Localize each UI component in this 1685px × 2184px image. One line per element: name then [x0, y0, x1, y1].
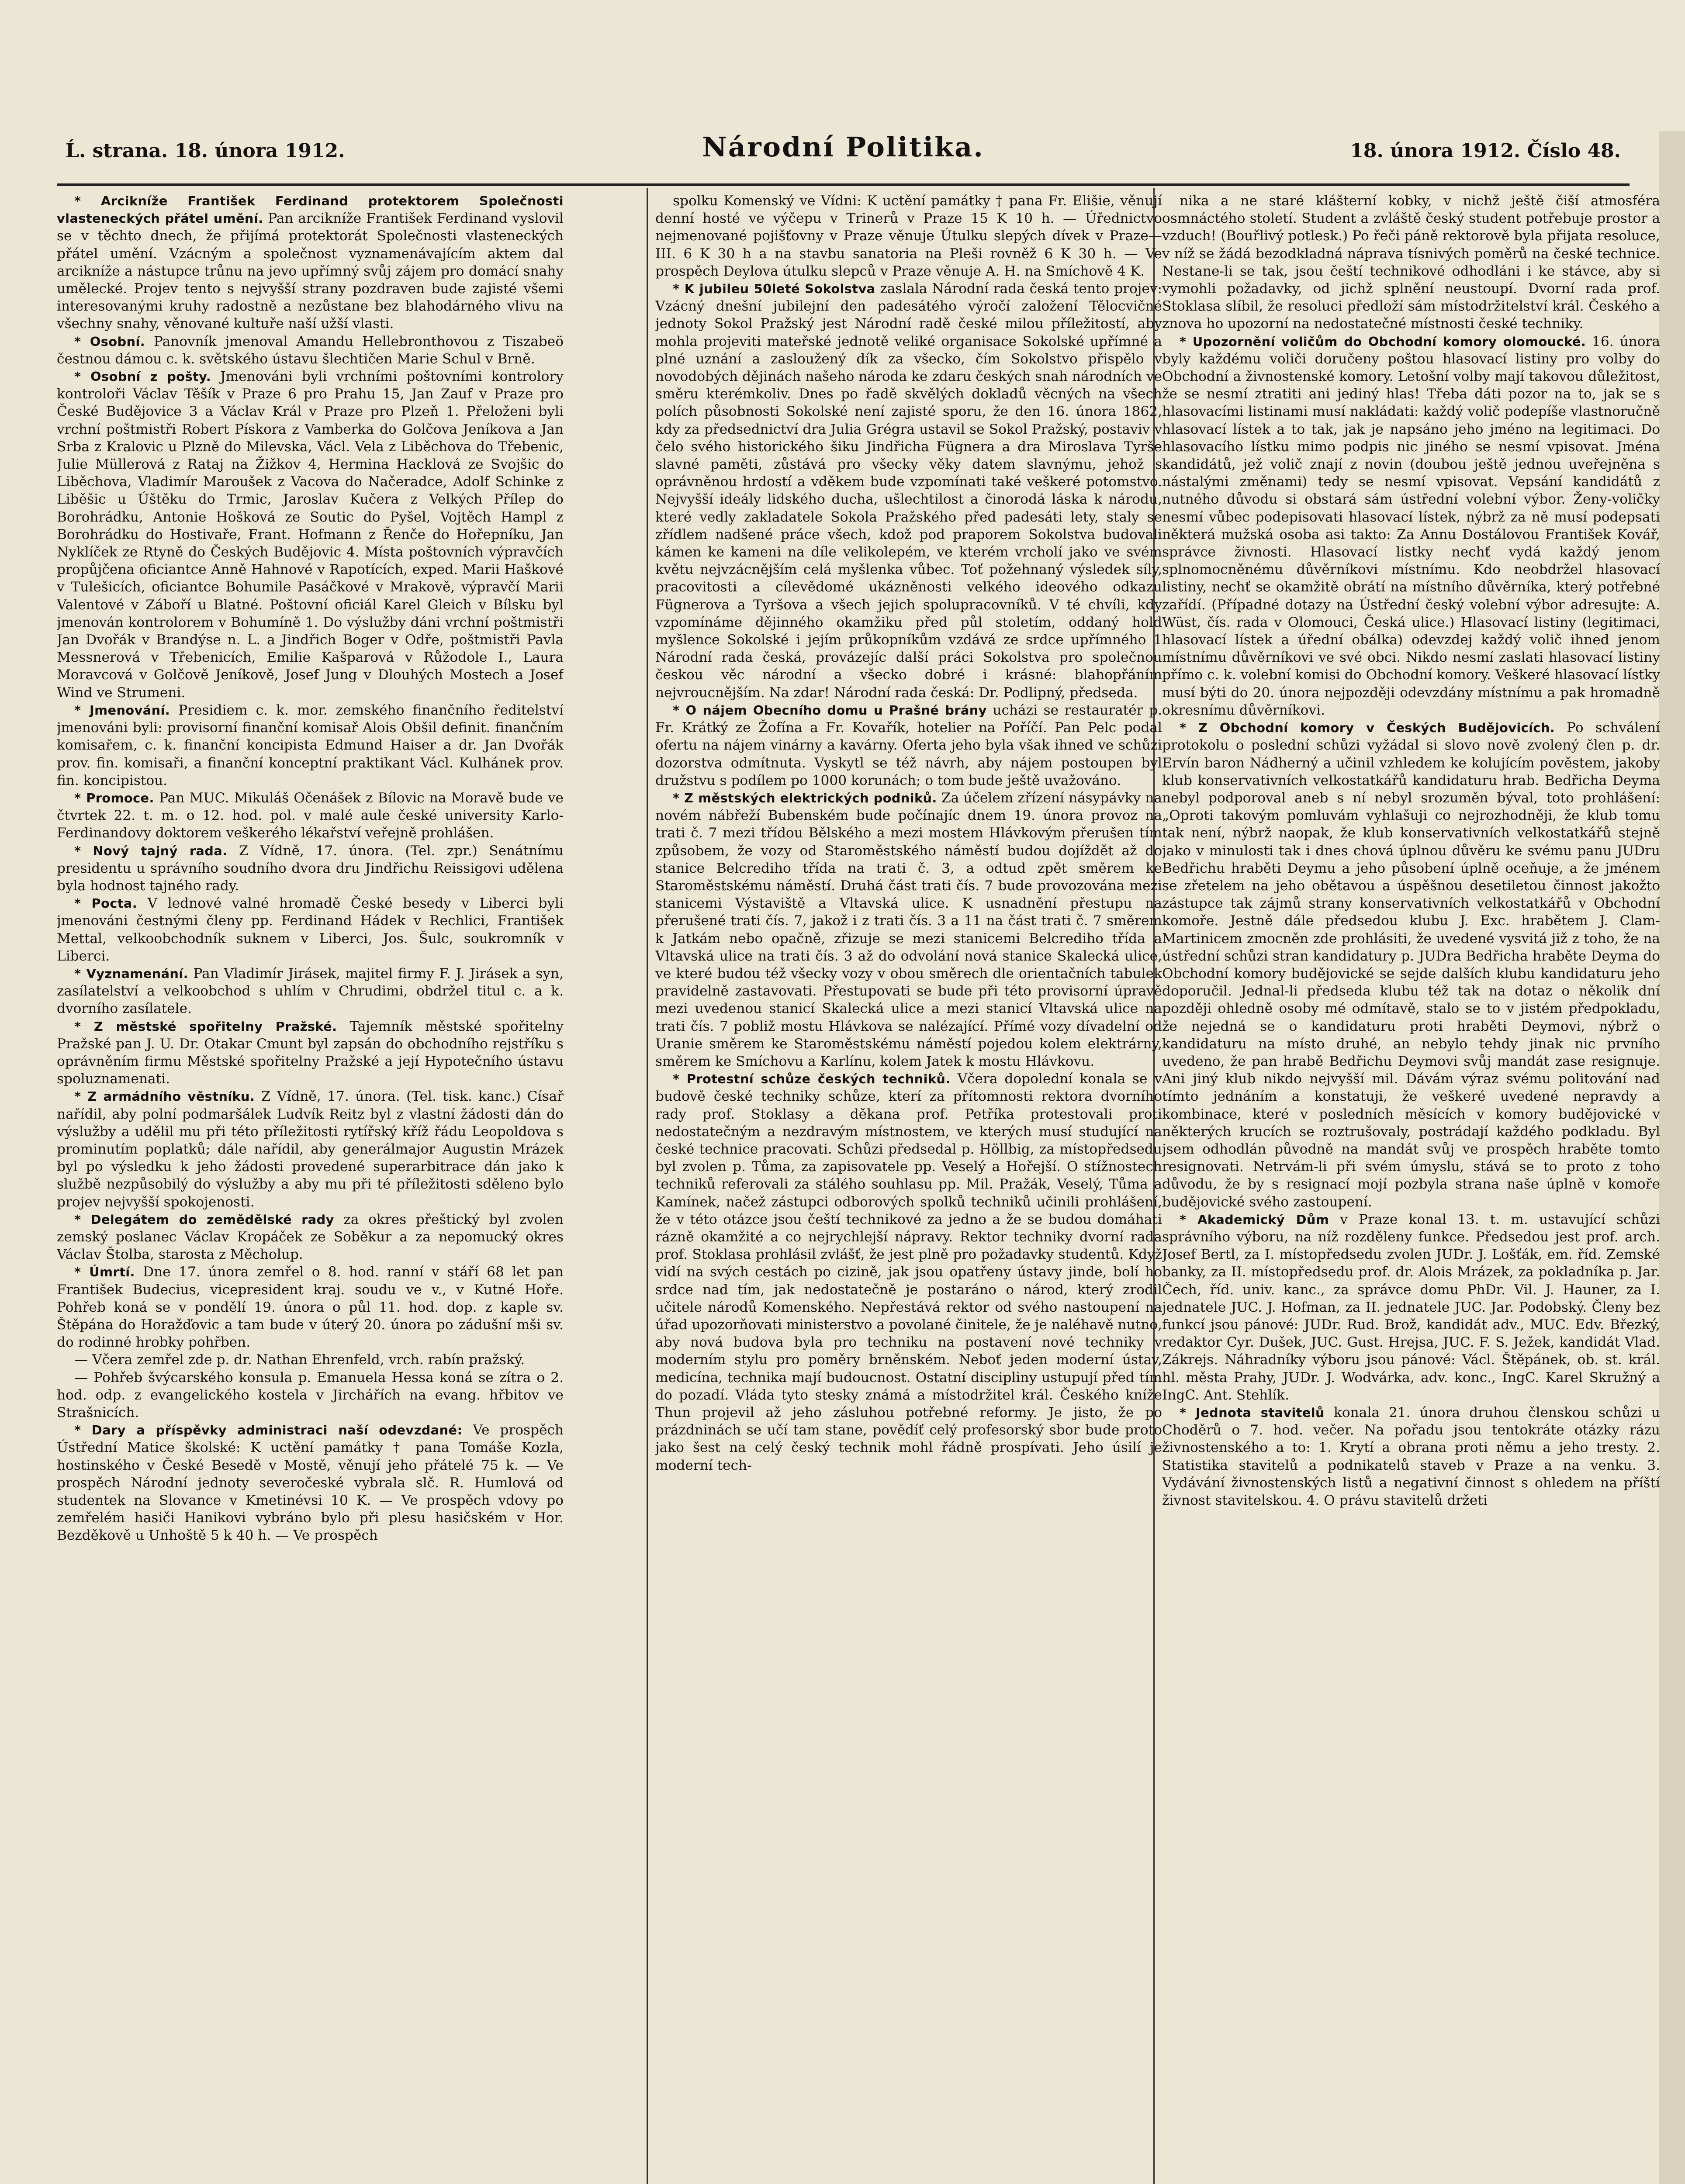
- article-paragraph: [655, 1070, 1162, 1474]
- article-paragraph: [57, 333, 564, 368]
- article-heading: * Protestní schůze českých techniků.: [673, 1071, 951, 1087]
- article-text: Za účelem zřízení násypávky na novém nábřeží Bubenském bude počínajíc dnem 19. února provoz na trati č. 7 mezi třídou Bělského a mezi mostem Hlávkovým přerušen tím způsobem, že vozy od Staroměstského náměstí budou dojíždět až do stanice Belcrediho třída na trati č. 3, a odtud zpět směrem ke Staroměstskému náměstí. Druhá část trati čís. 7 bude provozována mezi stanicemi Výstaviště a Vltavská ulice. K usnadnění přestupu na přerušené trati čís. 7, jakož i z trati čís. 3 a 11 na část trati č. 7 směrem k Jatkám nebo opačně, zřizuje se mezi stanicemi Belcrediho třída a Vltavská ulice na trati čís. 3 až do odvolání nová stanice Skalecká ulice, ve které budou též všecky vozy v obou směrech dle orientačních tabulek pravidelně zastavovati. Přestupovati se bude při této provisorní úpravě mezi uvedenou stanicí Skalecká ulice a mezi stanicí Vltavská ulice na trati čís. 7 pobliž mostu Hlávkova se nalézající. Přímé vozy dívadelní od Uranie směrem ke Staroměstskému náměstí pojedou kolem elektrárny, směrem ke Smíchovu a Karlínu, kolem Jatek k mostu Hlávkovu.: [655, 790, 1162, 1069]
- article-paragraph: [655, 280, 1162, 702]
- article-paragraph: [655, 702, 1162, 789]
- article-paragraph: [57, 842, 564, 895]
- column-3: [1162, 192, 1660, 2184]
- article-paragraph: [1162, 1404, 1660, 1509]
- article-text: Ve prospěch Ústřední Matice školské: K uctění památky † pana Tomáše Kozla, hostinského v České Besedě v Mostě, věnují jeho přátelé 75 k. — Ve prospěch Národní jednoty severočeské vybrala slč. R. Humlová od studentek na Slovance v Kmetinévsi 10 K. — Ve prospěch vdovy po zemřelém hasiči Hanikovi vybráno bylo při plesu hasičském v Hor. Bezděkově u Unhoště 5 k 40 h. — Ve prospěch: [57, 1422, 564, 1544]
- article-heading: * Promoce.: [74, 790, 154, 805]
- article-paragraph: [57, 702, 564, 789]
- page-header: [66, 131, 1621, 183]
- article-heading: * Jmenování.: [74, 702, 170, 718]
- article-text: Z Vídně, 17. února. (Tel. tisk. kanc.) Císař nařídil, aby polní podmaršálek Ludvík Reitz byl z vlastní žádosti dán do výslužby a udělil mu při této příležitosti rytířský kříž řádu Leopoldova s prominutím poplatků; dále nařídil, aby generálmajor Augustin Mrázek byl po výsledku k jeho žádosti provedené superarbitrace dán jako k službě nezpůsobilý do výslužby a aby mu při té příležitosti sděleno bylo projev nejvyšší spokojenosti.: [57, 1089, 564, 1210]
- article-paragraph: [1162, 719, 1660, 1211]
- article-heading: * Nový tajný rada.: [74, 843, 228, 858]
- article-heading: * Úmrtí.: [74, 1265, 135, 1280]
- article-paragraph: [655, 192, 1162, 280]
- article-heading: * O nájem Obecního domu u Prašné brány: [673, 702, 987, 718]
- article-text: zaslala Národní rada česká tento projev: Vzácný dnešní jubilejní den padesátého výročí založení Tělocvičné jednoty Sokol Pražský jest Národní radě české milou příležitostí, aby mohla projeviti mateřské jednotě veliké organisace Sokolské upřímné a plné uznání a zasloužený dík za všecko, čím Sokolstvo přispělo v novodobých dějinách našeho národa ke zdaru českých snah národních ve směru kterémkoliv. Dnes po řadě skvělých dokladů věcných na všech polích působnosti Sokolské není zajisté sporu, že den 16. února 1862, kdy za předsednictví dra Julia Grégra ustavil se Sokol Pražský, postaviv v čelo svého historického šiku Jindřicha Fügnera a dra Miroslava Tyrše slavné paměti, zůstává pro všecky věky datem slavnýmu, jehož s oprávněnou hrdostí a vděkem bude vzpomínati také veškeré potomstvo. Nejvyšší ideály lidského ducha, ušlechtilost a činorodá láska k národu, které vedly zakladatele Sokola Pražského před padesáti lety, staly se zřídlem nadšené práce všech, kdož pod praporem Sokolstva budovali kámen ke kameni na díle velikolepém, ve kterém vrcholí jako ve svém květu nejvzácnějším celá myšlenka vůbec. Toť požehnaný výsledek síly, pracovitosti a cílevědomé ukázněnosti velkého ideového odkazu Fügnerova a Tyršova a všech jejich spolupracovníků. V té chvíli, kdy vzpomínáme dějinného okamžiku před půl stoletím, oddaný hold myšlence Sokolské i jejím průkopníkům vzdává ze srdce upřímného 1 Národní rada česká, provázejíc další práci Sokolstva pro společnou českou věc národní a všecko dobré i krásné: blahopřáním nejvroucnějším. Na zdar! Národní rada česká: Dr. Podlipný, předseda.: [655, 281, 1162, 701]
- article-paragraph: [57, 368, 564, 702]
- article-text: 16. února byly každému voliči doručeny poštou hlasovací listiny pro volby do Obchodní a živnostenské komory. Letošní volby mají takovou důležitost, že se nesmí ztratiti ani jediný hlas! Třeba dáti pozor na to, jak se s hlasovacími listinami musí nakládati: každý volič podepíše vlastnoručně hlasovací lístek a to tak, jak je napsáno jeho jméno na legitimaci. Do hlasovacího lístku mimo podpis nic jiného se nesmí vpisovat. Jména kandidátů, jež volič znají z novin (doubou ještě jednou uveřejněna s nástalými změnami) tedy se nesmí vpisovat. Vepsání kandidátů z nutného důvodu si obstará sám ústřední volební výbor. Ženy-voličky nesmí vůbec podepisovati hlasovací lístek, nýbrž za ně musí podepsati některá mužská osoba asi takto: Za Annu Dostálovou František Kovář, správce živnosti. Hlasovací listky nechť vydá každý jenom splnomocněnému důvěrníkovi místnímu. Kdo neobdržel hlasovací listiny, nechť se okamžitě obrátí na místního důvěrníka, který potřebné zařídí. (Případné dotazy na Ústřední český volební výbor adresujte: A. Wüst, čís. rada v Olomouci, Česká ulice.) Hlasovací listiny (legitimaci, hlasovací lístek a úřední obálka) odevzdej každý volič ihned jenom místnímu důvěrníkovi ve své obci. Nikdo nesmí zaslati hlasovací listiny přímo c. k. volební komisi do Obchodní komory. Veškeré hlasovací lístky musí býti do 20. února nejpozději odevzdány místnímu a pak hromadně okresnímu důvěrníkovi.: [1162, 333, 1660, 718]
- article-heading: * Osobní z pošty.: [74, 369, 211, 384]
- article-paragraph: [1162, 333, 1660, 719]
- article-paragraph: [57, 192, 564, 333]
- article-text: Pan arcikníže František Ferdinand vyslovil se v těchto dnech, že přijímá protektorát Společnosti vlasteneckých přátel umění. Vzácným a společnost vyznamenávajícím aktem dal arcikníže a nástupce trůnu na jevo upřímný svůj zájem pro domácí snahy umělecké. Projev tento s nejvyšší strany pozdraven bude zajisté všemi interesovanými kruhy radostně a nezůstane bez blahodárného vlivu na všechny snahy, věnované kultuře naší užší vlasti.: [57, 211, 564, 332]
- article-paragraph: [57, 789, 564, 842]
- article-text: v Praze konal 13. t. m. ustavující schůzi správního výboru, na níž rozděleny funkce. Předsedou jest prof. arch. Josef Bertl, za I. místopředsedu zvolen JUDr. J. Lošťák, em. říd. Zemské banky, za II. místopředsedu prof. dr. Alois Mrázek, za pokladníka p. Jar. Čech, říd. univ. kanc., za správce domu PhDr. Vil. J. Hauner, za I. jednatele JUC. J. Hofman, za II. jednatele JUC. Jar. Podobský. Členy bez funkcí jsou pánové: JUDr. Rud. Brož, kandidát adv., MUC. Edv. Březký, redaktor Cyr. Dušek, JUC. Gust. Hrejsa, JUC. F. S. Ježek, kandidát Vlad. Zákrejs. Náhradníky výboru jsou pánové: Václ. Štěpánek, ob. st. král. hl. města Prahy, JUDr. J. Wodvárka, adv. konc., IngC. Karel Skružný a IngC. Ant. Stehlík.: [1162, 1211, 1660, 1403]
- article-paragraph: [57, 965, 564, 1018]
- article-paragraph: [1162, 192, 1660, 333]
- article-text: Panovník jmenoval Amandu Hellebronthovou z Tiszabeö čestnou dámou c. k. světského ústavu šlechtičen Marie Schul v Brně.: [57, 333, 564, 367]
- date-issue-number: 18. února 1912. Číslo 48.: [1350, 140, 1621, 162]
- article-paragraph: [57, 1018, 564, 1088]
- column-1: [57, 192, 564, 2184]
- column-separator: [647, 188, 648, 2184]
- article-paragraph: [57, 1351, 564, 1368]
- article-text: Po schválení protokolu o poslední schůzi vyžádal si slovo nově zvolený člen p. dr. Ervín baron Nádherný a učinil vzhledem ke kolujícím pověstem, jakoby klub konservativních velkostatkářů kandidaturu hrab. Bedřicha Deyma nebyl podporoval aneb s ní nebyl srozuměn býval, toto prohlášení: „Oproti takovým pomluvám vyhlašuji co nejrozhodněji, že klub tomu tak není, nýbrž naopak, že klub konservativních velkostatkářů stejně jako v minulosti tak i dnes chová úplnou důvěru ke svému panu JUDru Bedřichu hraběti Deymu a jeho působení úplně oceňuje, a že jménem se zřetelem na jeho obětavou a úspěšnou desetiletou činnost jakožto zástupce tak zájmů strany konservativních velkostatkářů v Obchodní komoře. Jestně dále předsedou klubu J. Exc. hrabětem J. Clam-Martinicem zmocněn zde prohlásiti, že uvedené vysvitá již z toho, že na ústřední schůzi stran kandidatury p. JUDra Bedřicha hraběte Deyma do Obchodní komory budějovické se sejde dalších klubu kandidaturu jeho doporučil. Jednal-li předseda klubu též tak na dotaz o několik dní později ohledně osoby mé odmítavě, stalo se to v jistém předpokladu, že nejedná se o kandidaturu proti hraběti Deymovi, nýbrž o kandidaturu na místo druhé, an nebylo tehdy jinak nic prvního uvedeno, že pan hrabě Bedřichu Deymovi svůj mandát zase resignuje. Ani jiný klub nikdo nejvyšší mil. Dávám výraz svému politování nad tímto jednáním a konstatuji, že veškeré uvedené nepravdy a kombinace, které v posledních měsících v komory budějovické v některých krucích se roztrušovaly, postrádají každého podkladu. Byl jsem odhodlán původně na mandát svůj ve prospěch hraběte tomto resignovati. Netrvám-li při svém úmyslu, stává se to proto z toho důvodu, že by s resignací mojí pozbyla strana naše úplně v komoře budějovické svého zastoupení.: [1162, 720, 1660, 1210]
- article-paragraph: [57, 895, 564, 965]
- column-2: [655, 192, 1162, 2184]
- article-heading: * Arcikníže František Ferdinand protektorem Společnosti vlasteneckých přátel umění.: [57, 194, 564, 226]
- article-text: Pan MUC. Mikuláš Očenášek z Bílovic na Moravě bude ve čtvrtek 22. t. m. o 12. hod. pol. v malé aule české university Karlo-Ferdinandovy doktorem veškerého lékařství veřejně prohlášen.: [57, 790, 564, 841]
- article-paragraph: [57, 1088, 564, 1210]
- article-heading: * Z armádního věstníku.: [74, 1089, 255, 1104]
- article-text: spolku Komenský ve Vídni: K uctění památky † pana Fr. Elišie, věnují denní hosté ve výčepu v Trinerů v Praze 15 K 10 h. — Úřednictvo nejmenované pojišťovny v Praze věnuje Útulku slepých dívek v Praze—III. 6 K 30 h a na stavbu sanatoria na Pleši rovněž 6 K 30 h. — Ve prospěch Deylova útulku slepců v Praze věnuje A. H. na Smíchově 4 K.: [655, 193, 1162, 279]
- page-edge-shadow: [1659, 131, 1685, 2184]
- article-paragraph: [1162, 1211, 1660, 1404]
- article-text: Tajemník městské spořitelny Pražské pan J. U. Dr. Otakar Cmunt byl zapsán do obchodního rejstříku s oprávněním firmu Městské spořitelny Pražské a její Hypotečního ústavu spoluznamenati.: [57, 1018, 564, 1087]
- article-heading: * Delegátem do zemědělské rady: [74, 1212, 334, 1227]
- article-heading: * Z Obchodní komory v Českých Budějovicích.: [1180, 720, 1555, 736]
- article-heading: * Pocta.: [74, 896, 138, 911]
- article-text: Dne 17. února zemřel o 8. hod. ranní v stáří 68 let pan František Budecius, vicepresident kraj. soudu ve v., v Kutné Hoře. Pohřeb koná se v pondělí 19. února o půl 11. hod. dop. z kaple sv. Štěpána do Horažďovic a tam bude v úterý 20. února po zádušní mši sv. do rodinné hrobky pohřben.: [57, 1264, 564, 1351]
- article-paragraph: [655, 789, 1162, 1070]
- article-text: — Včera zemřel zde p. dr. Nathan Ehrenfeld, vrch. rabín pražský.: [74, 1352, 525, 1368]
- article-text: Včera dopolední konala se v budově české techniky schůze, kterí za přítomnosti rektora dvorního rady prof. Stoklasy a děkana prof. Petříka protestovali proti nedostatečným a nezdravým místnostem, ve kterých musí studující na české technice pracovati. Schůzi předsedal p. Höllbig, za místopředsedu byl zvolen p. Tůma, za zapisovatele pp. Veselý a Hořejší. O stížnostech techniků referovali za stálého souhlasu pp. Mil. Pražák, Veselý, Tůma a Kamínek, načež zástupci odborových spolků techniků učinili prohlášení, že v této otázce jsou čeští technikové za jedno a že se budou domáhati rázně okamžité a co nejrychlejší nápravy. Rektor techniky dvorní rada prof. Stoklasa prohlásil zvlášť, že jest plně pro požadavky studentů. Když vidí na svých cestách po cizině, jak jsou opatřeny ústavy jinde, bolí ho srdce nad tím, jak nedostatečně je postaráno o národ, který zrodil učitele národů Komenského. Nepřestává rektor od svého nastoupení na úřad upozorňovati ministerstvo a povolané činitele, že je naléhavě nutno, aby nová budova byla pro techniku na postavení nové techniky v moderním stylu pro poměry brněnském. Neboť jeden moderní ústav, medicína, technika mají budoucnost. Ostatní discipliny ustupují před tím do pozadí. Vláda tyto stesky známá a místodržitel král. Českého kníže Thun projevil až jeho zásluhou potřebné reformy. Je jisto, že po prázdninách se učí tam stane, povědíť celý profesorský sbor bude proto jako šest na celý český technik mohl řádně prospívati. Jeho úsilí je moderní tech-: [655, 1071, 1162, 1473]
- article-heading: * Vyznamenání.: [74, 966, 188, 981]
- article-text: za okres přeštický byl zvolen zemský poslanec Václav Kropáček ze Soběkur a za nepomucký okres Václav Štolba, starosta z Měcholup.: [57, 1211, 564, 1263]
- article-heading: * Akademický Dům: [1180, 1212, 1329, 1227]
- article-text: nika a ne staré klášterní kobky, v nichž ještě čiší atmosféra osmnáctého století. Student a zvláště český student potřebuje prostor a vzduch! (Bouřlivý potlesk.) Po řeči páně rektorově byla přijata resoluce, v níž se žádá bezodkladná náprava tísnivých poměrů na české technice. Nestane-li se tak, jsou čeští technikové odhodláni i ke stávce, aby si vymohli požadavky, od jichž splnění neustoupí. Dvorní rada prof. Stoklasa slíbil, že resoluci předloží sám místodržitelství král. Českého a znova ho upozorní na nedostatečné místnosti české techniky.: [1162, 193, 1660, 332]
- article-heading: * Jednota stavitelů: [1180, 1405, 1325, 1420]
- article-text: V lednové valné hromadě České besedy v Liberci byli jmenováni čestnými členy pp. Ferdinand Hádek v Rechlici, František Mettal, velkoobchodník suknem v Liberci, Jos. Šulc, soukromník v Liberci.: [57, 895, 564, 964]
- article-heading: * Z městské spořitelny Pražské.: [74, 1019, 337, 1034]
- article-heading: * Z městských elektrických podniků.: [673, 790, 937, 805]
- article-text: ucházi se restauratér p. Fr. Krátký ze Žofína a Fr. Kovařík, hotelier na Poříčí. Pan Pelc podal ofertu na nájem vinárny a kavárny. Oferta jeho byla však ihned ve schůzi dozorstva odmítnuta. Vyskytl se též návrh, aby nájem postoupen byl družstvu s podílem po 1000 korunách; o tom bude ještě uvažováno.: [655, 702, 1162, 788]
- article-paragraph: [57, 1211, 564, 1264]
- article-text: Z Vídně, 17. února. (Tel. zpr.) Senátnímu presidentu u správního soudního dvora dru Jindřichu Reissigovi udělena byla hodnost tajného rady.: [57, 843, 564, 894]
- article-text: konala 21. února druhou členskou schůzi u Choděrů o 7. hod. večer. Na pořadu jsou tentokráte otázky rázu živnostenského a to: 1. Krytí a obrana proti němu a jeho tresty. 2. Statistika stavitelů a podnikatelů staveb v Praze a na venku. 3. Vydávání živnostenských listů a negativní činnost s ohledem na příští živnost stavitelskou. 4. O právu stavitelů držeti: [1162, 1405, 1660, 1509]
- article-text: Jmenováni byli vrchními poštovními kontrolory kontroloři Václav Těšík v Praze 6 pro Prahu 15, Jan Zauf v Praze pro České Budějovice 3 a Václav Král v Praze pro Plzeň 1. Přeloženi byli vrchní poštmistři Robert Pískora z Vamberka do Golčova Jeníkova a Jan Srba z Kralovic u Plzně do Milevska, Václ. Vela z Liběchova do Třebenic, Julie Müllerová z Rataj na Žižkov 4, Hermina Hacklová ze Svojšic do Liběchova, Vladimír Maroušek z Vacova do Načeradce, Adolf Schinke z Liběšic u Úštěku do Trmic, Jaroslav Kučera z Velkých Přílep do Borohrádku, Antonie Hošková ze Soutic do Pyšel, Vojtěch Hampl z Borohrádku do Hostivaře, Frant. Hofmann z Řenče do Hořepníku, Jan Nyklíček ze Rtyně do Českých Budějovic 4. Místa poštovních výpravčích propůjčena oficiantce Anně Hahnové v Rapotících, exped. Marii Haškové v Tulešicích, oficiantce Bohumile Pasáčkové v Mrakově, výpravčí Marii Valentové v Záboří u Blatné. Poštovní oficiál Karel Gleich v Bílsku byl jmenován kontrolorem v Bohumíně 1. Do výslužby dáni vrchní poštmistři Jan Dvořák v Brandýse n. L. a Jindřich Boger v Odře, poštmistři Pavla Messnerová v Třebenicích, Emilie Kašparová v Růžodole I., Laura Moravcová v Golčově Jeníkově, Josef Jung v Dlouhých Mostech a Josef Wind ve Strumeni.: [57, 369, 564, 701]
- article-paragraph: [57, 1421, 564, 1544]
- article-text: — Pohřeb švýcarského konsula p. Emanuela Hessa koná se zítra o 2. hod. odp. z evangelického kostela v Jirchářích na evang. hřbitov ve Strašnicích.: [57, 1369, 564, 1421]
- newspaper-title: Národní Politika.: [702, 131, 984, 163]
- page-number: Ĺ. strana. 18. února 1912.: [66, 140, 345, 162]
- article-text: Pan Vladimír Jirásek, majitel firmy F. J. Jirásek a syn, zasílatelství a velkoobchod s uhlím v Chrudimi, obdržel titul c. a k. dvorního zasílatele.: [57, 965, 564, 1017]
- article-heading: * Osobní.: [74, 334, 145, 349]
- article-paragraph: [57, 1369, 564, 1422]
- article-text: Presidiem c. k. mor. zemského finančního ředitelství jmenováni byli: provisorní finanční komisař Alois Obšil definit. finančním komisařem, c. k. finanční koncipista Edmund Haiser a dr. Jan Dvořák prov. fin. komisaři, a finanční konceptní praktikant Václ. Kulhánek prov. fin. koncipistou.: [57, 702, 564, 788]
- article-heading: * Dary a příspěvky administraci naší odevzdané:: [74, 1423, 463, 1438]
- article-heading: * K jubileu 50leté Sokolstva: [673, 281, 875, 297]
- header-rule: [57, 183, 1630, 186]
- article-heading: * Upozornění voličům do Obchodní komory olomoucké.: [1180, 334, 1586, 349]
- article-paragraph: [57, 1263, 564, 1351]
